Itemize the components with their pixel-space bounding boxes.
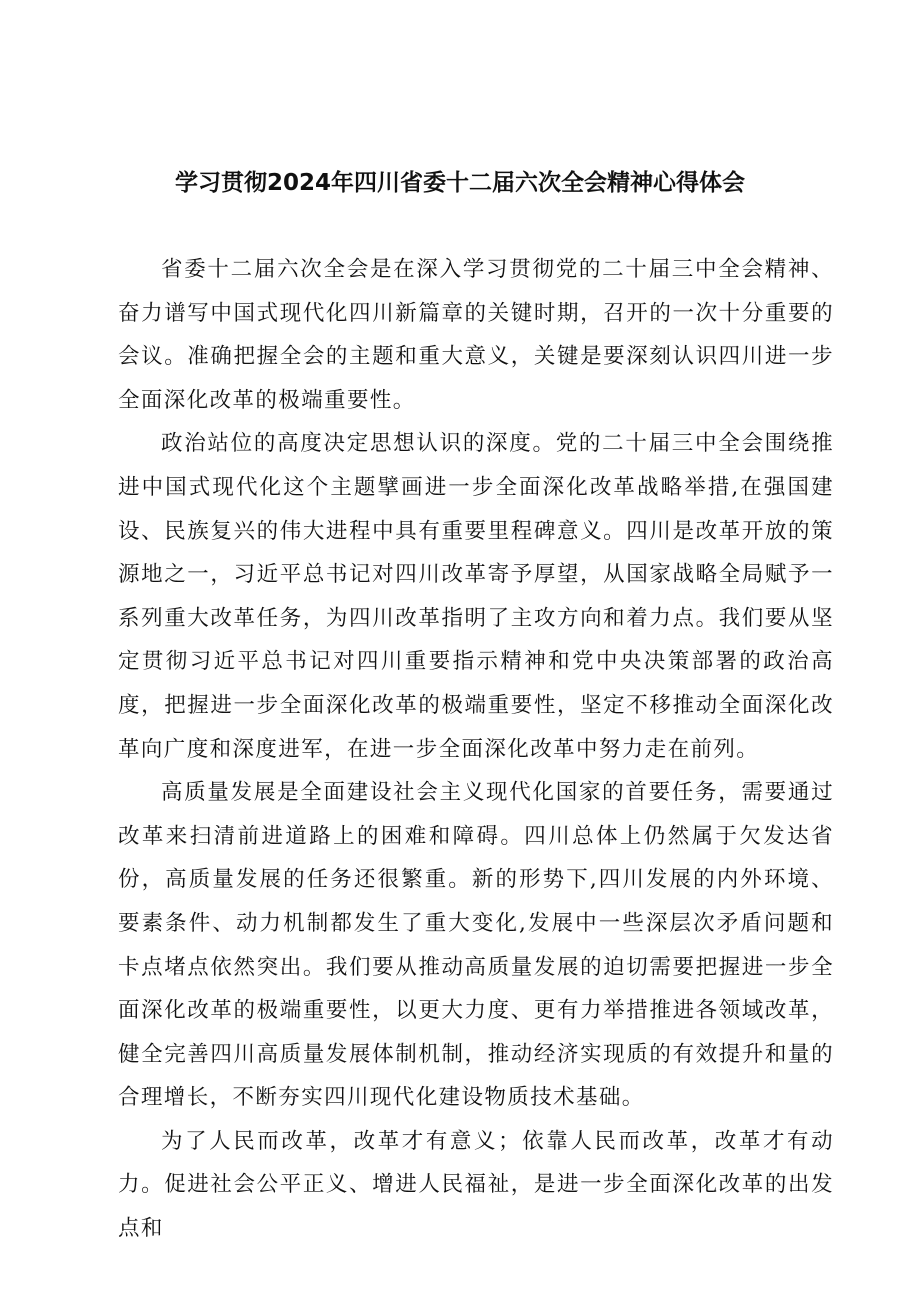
document-body [118,248,834,1251]
paragraph-2: 政治站位的高度决定思想认识的深度。党的二十届三中全会围绕推进中国式现代化这个主题擘画进一步全面深化改革战略举措,在强国建设、民族复兴的伟大进程中具有重要里程碑意义。四川是改革开放的策源地之一，习近平总书记对四川改革寄予厚望，从国家战略全局赋予一系列重大改革任务，为四川改革指明了主攻方向和着力点。我们要从坚定贯彻习近平总书记对四川重要指示精神和党中央决策部署的政治高度，把握进一步全面深化改革的极端重要性，坚定不移推动全面深化改革向广度和深度进军，在进一步全面深化改革中努力走在前列。 [118,431,834,762]
paragraph-1: 省委十二届六次全会是在深入学习贯彻党的二十届三中全会精神、奋力谱写中国式现代化四川新篇章的关键时期，召开的一次十分重要的会议。准确把握全会的主题和重大意义，关键是要深刻认识四川进一步全面深化改革的极端重要性。 [118,257,834,413]
paragraph-3: 高质量发展是全面建设社会主义现代化国家的首要任务，需要通过改革来扫清前进道路上的困难和障碍。四川总体上仍然属于欠发达省份，高质量发展的任务还很繁重。新的形势下,四川发展的内外环境、要素条件、动力机制都发生了重大变化,发展中一些深层次矛盾问题和卡点堵点依然突出。我们要从推动高质量发展的迫切需要把握进一步全面深化改革的极端重要性，以更大力度、更有力举措推进各领域改革，健全完善四川高质量发展体制机制，推动经济实现质的有效提升和量的合理增长，不断夯实四川现代化建设物质技术基础。 [118,780,834,1111]
paragraph-4: 为了人民而改革，改革才有意义；依靠人民而改革，改革才有动力。促进社会公平正义、增进人民福祉，是进一步全面深化改革的出发点和 [118,1128,834,1242]
document-title: 学习贯彻2024年四川省委十二届六次全会精神心得体会 [174,170,745,196]
